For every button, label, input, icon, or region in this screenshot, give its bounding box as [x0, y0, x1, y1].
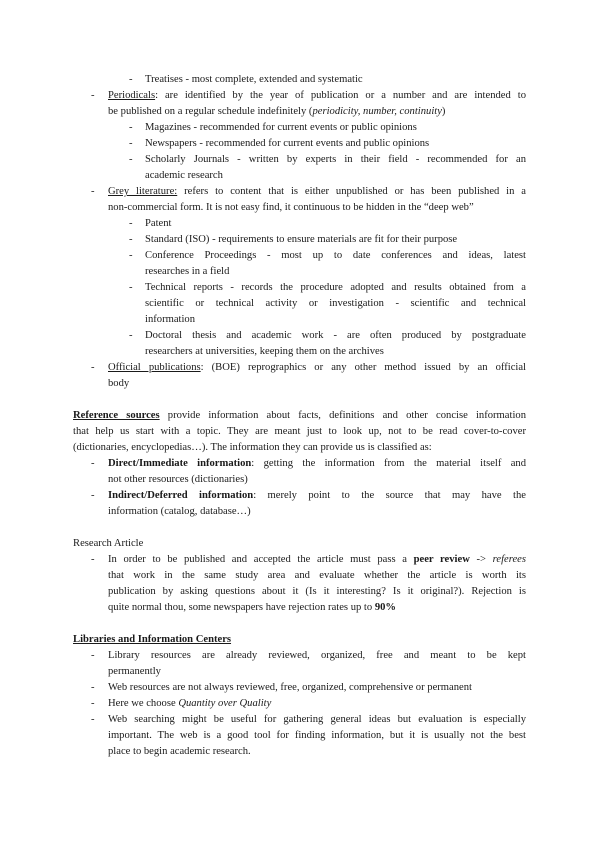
bullet-dash: - [91, 714, 95, 725]
periodicals-text-2: be published on a regular schedule indefinitely ( [108, 106, 313, 117]
research-line-1 [108, 552, 526, 568]
bullet-dash: - [91, 554, 95, 565]
bullet-dash: - [91, 90, 95, 101]
research-text: In order to be published and accepted the article must pass a [108, 554, 414, 565]
libraries-heading: Libraries and Information Centers [73, 634, 232, 645]
thesis-line-2: researchers at universities, keeping them on the archives [145, 346, 384, 357]
direct-line-1 [108, 456, 526, 472]
research-line-4 [108, 600, 396, 616]
patent-item: Patent [145, 218, 172, 229]
libraries-b4-line-2: important. The web is a good tool for finding information, but it is usually not the best [108, 730, 526, 741]
grey-text: refers to content that is either unpublished or has been published in a [177, 186, 526, 197]
libraries-b3-text: Here we choose [108, 698, 179, 709]
libraries-b4-line-3: place to begin academic research. [108, 746, 251, 757]
tech-line-3: information [145, 314, 196, 325]
research-text-4: quite normal thou, some newspapers have rejection rates up to [108, 602, 375, 613]
grey-line-1 [108, 184, 526, 200]
journals-line-1: Scholarly Journals - written by experts in their field - recommended for an [145, 154, 526, 165]
periodicals-paren: ) [441, 106, 446, 117]
direct-label: Direct/Immediate information [108, 458, 252, 469]
libraries-b2: Web resources are not always reviewed, free, organized, comprehensive or permanent [108, 682, 472, 693]
bullet-dash: - [129, 154, 133, 165]
periodicals-line-2 [108, 104, 445, 120]
indirect-label: Indirect/Deferred information [108, 490, 254, 501]
arrow-text: -> [469, 554, 493, 565]
bullet-dash: - [91, 490, 95, 501]
bullet-dash: - [129, 218, 133, 229]
indirect-line-1 [108, 488, 526, 504]
official-text: : (BOE) reprographics or any other method issued by an official [200, 362, 527, 373]
research-line-2: that work in the same study area and evaluate whether the article is worth its [108, 570, 526, 581]
newspapers-item: Newspapers - recommended for current events and public opinions [145, 138, 430, 149]
periodicals-italic: periodicity, number, continuity [312, 106, 442, 117]
bullet-dash: - [91, 698, 95, 709]
indirect-line-2: information (catalog, database…) [108, 506, 251, 517]
magazines-item: Magazines - recommended for current events or public opinions [145, 122, 417, 133]
grey-line-2: non-commercial form. It is not easy find, it continuous to be hidden in the “deep web” [108, 202, 474, 213]
research-heading: Research Article [73, 538, 144, 549]
official-line-1 [108, 360, 526, 376]
bullet-dash: - [91, 650, 95, 661]
bullet-dash: - [91, 458, 95, 469]
tech-line-2: scientific or technical activity or investigation - scientific and technical [145, 298, 526, 309]
bullet-dash: - [91, 186, 95, 197]
treatises-item: Treatises - most complete, extended and systematic [145, 74, 363, 85]
libraries-b4-line-1: Web searching might be useful for gathering general ideas but evaluation is especially [108, 714, 526, 725]
periodicals-text: : are identified by the year of publication or a number and are intended to [155, 90, 526, 101]
bullet-dash: - [91, 362, 95, 373]
periodicals-label: Periodicals [108, 90, 156, 101]
direct-line-2: not other resources (dictionaries) [108, 474, 248, 485]
bullet-dash: - [129, 330, 133, 341]
grey-label: Grey literature: [108, 186, 178, 197]
tech-line-1: Technical reports - records the procedure adopted and results obtained from a [145, 282, 526, 293]
conf-line-1: Conference Proceedings - most up to date conferences and ideas, latest [145, 250, 526, 261]
peer-review-term: peer review [413, 554, 470, 565]
official-line-2: body [108, 378, 130, 389]
research-line-3: publication by asking questions about it (Is it interesting? Is it original?). Rejection is [108, 586, 526, 597]
bullet-dash: - [129, 74, 133, 85]
reference-line-3: (dictionaries, encyclopedias…). The information they can provide us is classified as: [73, 442, 432, 453]
bullet-dash: - [129, 234, 133, 245]
reference-label: Reference sources [73, 410, 160, 421]
direct-text: : getting the information from the material itself and [251, 458, 526, 469]
rejection-rate: 90% [374, 602, 397, 613]
official-label: Official publications [108, 362, 201, 373]
referees-term: referees [492, 554, 526, 565]
bullet-dash: - [129, 122, 133, 133]
journals-line-2: academic research [145, 170, 223, 181]
libraries-b3 [108, 696, 271, 712]
reference-line-1 [73, 408, 526, 424]
bullet-dash: - [129, 250, 133, 261]
bullet-dash: - [129, 138, 133, 149]
bullet-dash: - [129, 282, 133, 293]
bullet-dash: - [91, 682, 95, 693]
reference-line-2: that help us start with a topic. They are meant just to look up, not to be read cover-to-cover [73, 426, 526, 437]
reference-text: provide information about facts, definitions and other concise information [159, 410, 526, 421]
thesis-line-1: Doctoral thesis and academic work - are often produced by postgraduate [145, 330, 526, 341]
indirect-text: : merely point to the source that may have the [253, 490, 526, 501]
quantity-over-quality: Quantity over Quality [178, 698, 272, 709]
periodicals-line-1 [108, 88, 526, 104]
libraries-b1-line-1: Library resources are already reviewed, organized, free and meant to be kept [108, 650, 526, 661]
conf-line-2: researches in a field [145, 266, 230, 277]
standard-item: Standard (ISO) - requirements to ensure materials are fit for their purpose [145, 234, 458, 245]
libraries-b1-line-2: permanently [108, 666, 161, 677]
